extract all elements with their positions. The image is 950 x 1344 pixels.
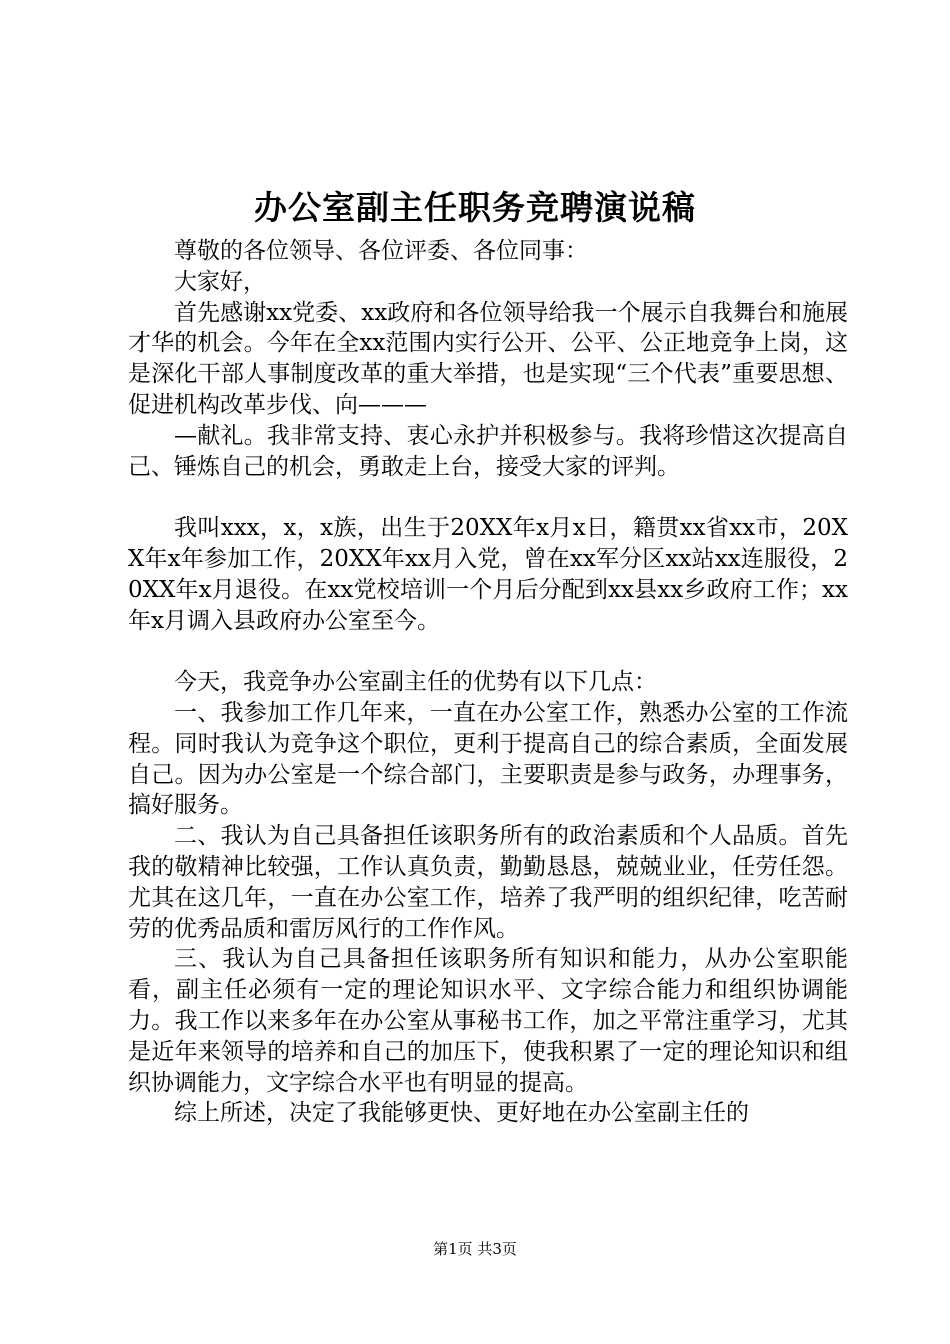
- paragraph-spacer: [128, 482, 848, 513]
- greeting: 大家好，: [174, 268, 266, 295]
- paragraph-advantages-heading: 今天，我竞争办公室副主任的优势有以下几点：: [174, 669, 657, 696]
- paragraph-advantage-three: 三、我认为自己具备担任该职务所有知识和能力，从办公室职能看，副主任必须有一定的理论知识水平、文字综合能力和组织协调能力。我工作以来多年在办公室从事秘书工作，加之平常注重学习，尤其是近年来领导的培养和自己的加压下，使我积累了一定的理论知识和组织协调能力，文字综合水平也有明显的提高。: [128, 946, 848, 1096]
- paragraph-self-introduction: 我叫xxx，x，x族，出生于20XX年x月x日，籍贯xx省xx市，20XX年x年参加工作，20XX年xx月入党，曾在xx军分区xx站xx连服役，20XX年x月退役。在xx党校培训一个月后分配到xx县xx乡政府工作；xx年x月调入县政府办公室至今。: [128, 515, 848, 634]
- salutation: 尊敬的各位领导、各位评委、各位同事：: [174, 238, 588, 264]
- document-title: 办公室副主任职务竞聘演说稿: [254, 188, 696, 227]
- paragraph-spacer: [128, 636, 848, 667]
- document-body: [128, 236, 848, 1129]
- page-number: 第1页 共3页: [433, 1240, 517, 1258]
- paragraph-intro: 首先感谢xx党委、xx政府和各位领导给我一个展示自我舞台和施展才华的机会。今年在全xx范围内实行公开、公平、公正地竞争上岗，这是深化干部人事制度改革的重大举措，也是实现“三个代表”重要思想、促进机构改革步伐、向———: [128, 299, 848, 418]
- paragraph-advantage-one: 一、我参加工作几年来，一直在办公室工作，熟悉办公室的工作流程。同时我认为竞争这个职位，更利于提高自己的综合素质，全面发展自己。因为办公室是一个综合部门，主要职责是参与政务，办理事务，搞好服务。: [128, 699, 848, 819]
- paragraph-intro-continued: —献礼。我非常支持、衷心永护并积极参与。我将珍惜这次提高自己、锤炼自己的机会，勇敢走上台，接受大家的评判。: [128, 422, 848, 480]
- paragraph-advantage-two: 二、我认为自己具备担任该职务所有的政治素质和个人品质。首先我的敬精神比较强，工作认真负责，勤勤恳恳，兢兢业业，任劳任怨。尤其在这几年，一直在办公室工作，培养了我严明的组织纪律，吃苦耐劳的优秀品质和雷厉风行的工作作风。: [128, 823, 848, 942]
- paragraph-conclusion: 综上所述，决定了我能够更快、更好地在办公室副主任的: [174, 1100, 749, 1127]
